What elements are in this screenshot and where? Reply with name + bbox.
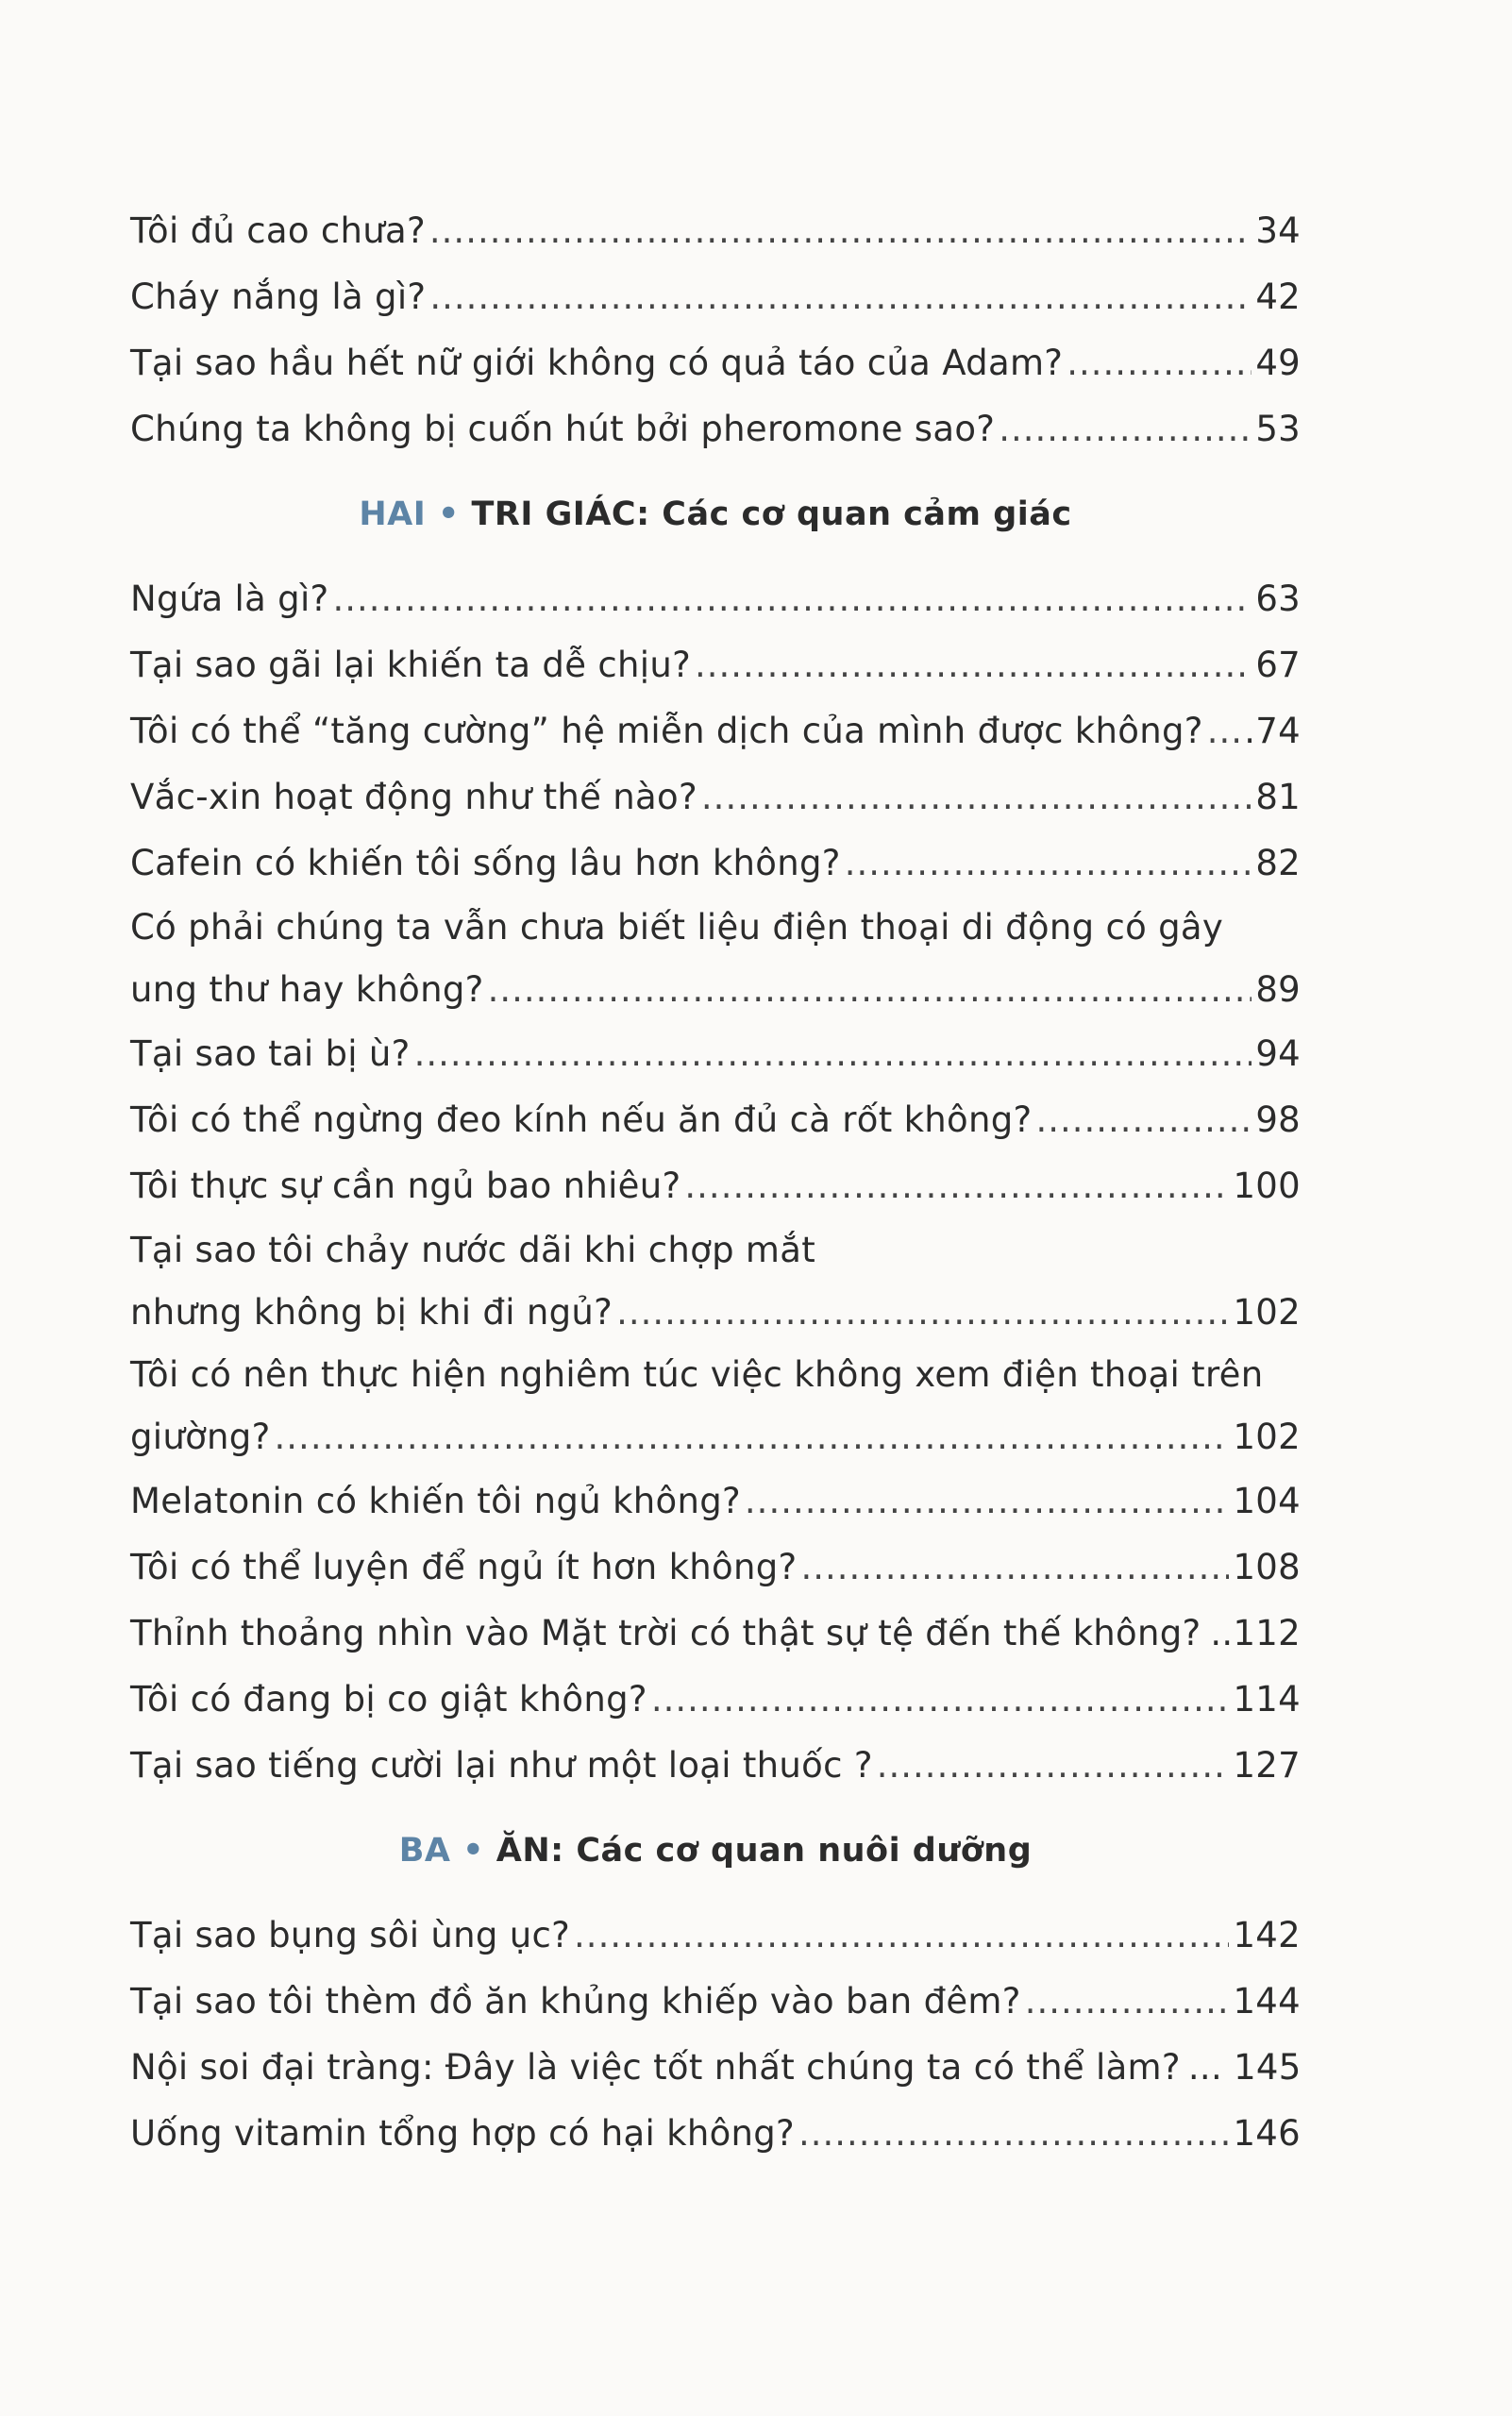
toc-entry-title: Tại sao bụng sôi ùng ục? xyxy=(130,1915,571,1955)
toc-entry-page: 144 xyxy=(1233,1981,1301,2022)
toc-entry-title-line2: ung thư hay không? xyxy=(130,969,484,1010)
toc-entry-title: Tôi thực sự cần ngủ bao nhiêu? xyxy=(130,1166,681,1206)
toc-entry-page: 104 xyxy=(1233,1481,1301,1521)
toc-entry xyxy=(130,198,1301,264)
toc-entry xyxy=(130,897,1301,1021)
toc-entry xyxy=(130,1468,1301,1535)
toc-entry xyxy=(130,698,1301,764)
toc-entry-title: Tại sao tôi thèm đồ ăn khủng khiếp vào ban đêm? xyxy=(130,1981,1021,2022)
section-subtitle: Các cơ quan cảm giác xyxy=(662,495,1072,533)
dot-leader xyxy=(745,1468,1230,1535)
dot-leader xyxy=(701,764,1252,830)
toc-entry-title: Cháy nắng là gì? xyxy=(130,277,427,317)
section-heading-two xyxy=(130,462,1301,566)
section-subtitle: Các cơ quan nuôi dưỡng xyxy=(576,1832,1033,1870)
table-of-contents xyxy=(130,198,1301,2167)
dot-leader xyxy=(429,198,1252,264)
toc-entry-page: 102 xyxy=(1233,1417,1301,1457)
toc-entry xyxy=(130,1733,1301,1799)
toc-entry-page: ... 145 xyxy=(1187,2047,1302,2088)
toc-entry-page: 63 xyxy=(1255,579,1301,619)
toc-entry-page: 98 xyxy=(1255,1099,1301,1140)
toc-entry-title: Tôi có đang bị co giật không? xyxy=(130,1679,647,1720)
dot-leader xyxy=(414,1021,1252,1087)
toc-entry-title-line1: Tại sao tôi chảy nước dãi khi chợp mắt xyxy=(130,1230,816,1270)
toc-entry-title: Tôi có thể ngừng đeo kính nếu ăn đủ cà rốt không? xyxy=(130,1099,1033,1140)
dot-leader xyxy=(1204,1601,1206,1667)
toc-entry-title: Tôi có thể “tăng cường” hệ miễn dịch của mình được không? xyxy=(130,711,1203,751)
toc-entry-page: 81 xyxy=(1255,777,1301,817)
toc-entry-title: Tại sao hầu hết nữ giới không có quả táo của Adam? xyxy=(130,343,1064,383)
toc-entry-page: 49 xyxy=(1255,343,1301,383)
toc-entry-page: ..112 xyxy=(1210,1613,1301,1653)
dot-leader xyxy=(488,959,1252,1021)
toc-entry xyxy=(130,1153,1301,1219)
section-name: TRI GIÁC: xyxy=(471,495,650,533)
dot-leader xyxy=(800,1535,1229,1601)
toc-entry xyxy=(130,566,1301,632)
section-label: HAI xyxy=(359,495,427,533)
toc-entry xyxy=(130,2035,1301,2101)
toc-entry xyxy=(130,264,1301,330)
toc-entry-page: 114 xyxy=(1233,1679,1301,1720)
dot-leader xyxy=(1035,1087,1252,1153)
dot-leader xyxy=(798,2101,1229,2167)
toc-entry-title: Tại sao gãi lại khiến ta dễ chịu? xyxy=(130,645,692,685)
section-heading-three xyxy=(130,1799,1301,1903)
toc-entry-title-line2: giường? xyxy=(130,1417,271,1457)
dot-leader xyxy=(429,264,1252,330)
section-name: ĂN: xyxy=(496,1832,564,1870)
dot-leader xyxy=(1025,1969,1230,2035)
toc-entry-title: Tại sao tai bị ù? xyxy=(130,1033,411,1074)
toc-entry-page: 127 xyxy=(1233,1745,1301,1786)
toc-entry-title-line1: Có phải chúng ta vẫn chưa biết liệu điện thoại di động có gây xyxy=(130,907,1224,948)
toc-entry-title: Tôi đủ cao chưa? xyxy=(130,210,426,251)
dot-leader xyxy=(845,830,1252,897)
dot-leader xyxy=(999,396,1252,462)
toc-entry-page: 146 xyxy=(1233,2113,1301,2154)
toc-entry-title-line1: Tôi có nên thực hiện nghiêm túc việc không xem điện thoại trên xyxy=(130,1354,1264,1395)
dot-leader xyxy=(1207,698,1241,764)
section-bullet: • xyxy=(437,495,460,533)
dot-leader xyxy=(651,1667,1230,1733)
toc-entry-page: 142 xyxy=(1233,1915,1301,1955)
toc-entry-page: 100 xyxy=(1233,1166,1301,1206)
toc-entry xyxy=(130,764,1301,830)
dot-leader xyxy=(695,632,1252,698)
toc-entry-title: Nội soi đại tràng: Đây là việc tốt nhất chúng ta có thể làm? xyxy=(130,2047,1181,2088)
dot-leader xyxy=(684,1153,1229,1219)
toc-entry-page: 42 xyxy=(1255,277,1301,317)
toc-entry-page: 89 xyxy=(1255,969,1301,1010)
dot-leader xyxy=(616,1282,1229,1344)
dot-leader xyxy=(332,566,1252,632)
toc-entry-page: 53 xyxy=(1255,409,1301,449)
toc-entry xyxy=(130,1667,1301,1733)
toc-entry xyxy=(130,1969,1301,2035)
dot-leader xyxy=(877,1733,1230,1799)
toc-entry xyxy=(130,1087,1301,1153)
dot-leader xyxy=(1067,330,1252,396)
toc-entry xyxy=(130,1535,1301,1601)
toc-entry-title: Tại sao tiếng cười lại như một loại thuốc ? xyxy=(130,1745,873,1786)
toc-entry-title: Melatonin có khiến tôi ngủ không? xyxy=(130,1481,741,1521)
toc-entry xyxy=(130,2101,1301,2167)
toc-entry xyxy=(130,1601,1301,1667)
toc-entry-page: 94 xyxy=(1255,1033,1301,1074)
section-bullet: • xyxy=(462,1832,485,1870)
dot-leader xyxy=(574,1903,1229,1969)
dot-leader xyxy=(275,1406,1230,1468)
toc-entry-title: Uống vitamin tổng hợp có hại không? xyxy=(130,2113,795,2154)
toc-entry-title: Tôi có thể luyện để ngủ ít hơn không? xyxy=(130,1547,798,1587)
toc-entry xyxy=(130,632,1301,698)
toc-entry-page: 102 xyxy=(1233,1292,1301,1333)
toc-entry xyxy=(130,1219,1301,1344)
toc-entry xyxy=(130,1344,1301,1468)
toc-entry-title: Ngứa là gì? xyxy=(130,579,329,619)
toc-entry-page: 34 xyxy=(1255,210,1301,251)
toc-entry xyxy=(130,330,1301,396)
toc-entry-title: Cafein có khiến tôi sống lâu hơn không? xyxy=(130,843,841,883)
toc-entry-page: 82 xyxy=(1255,843,1301,883)
toc-entry xyxy=(130,1903,1301,1969)
toc-entry xyxy=(130,830,1301,897)
toc-entry xyxy=(130,1021,1301,1087)
toc-entry-page: 67 xyxy=(1255,645,1301,685)
toc-entry-title: Chúng ta không bị cuốn hút bởi pheromone sao? xyxy=(130,409,996,449)
toc-entry xyxy=(130,396,1301,462)
toc-entry-page: .74 xyxy=(1244,711,1301,751)
toc-entry-title: Thỉnh thoảng nhìn vào Mặt trời có thật sự tệ đến thế không? xyxy=(130,1613,1201,1653)
section-label: BA xyxy=(398,1832,451,1870)
toc-entry-title: Vắc-xin hoạt động như thế nào? xyxy=(130,777,697,817)
toc-entry-title-line2: nhưng không bị khi đi ngủ? xyxy=(130,1292,613,1333)
toc-entry-page: 108 xyxy=(1233,1547,1301,1587)
